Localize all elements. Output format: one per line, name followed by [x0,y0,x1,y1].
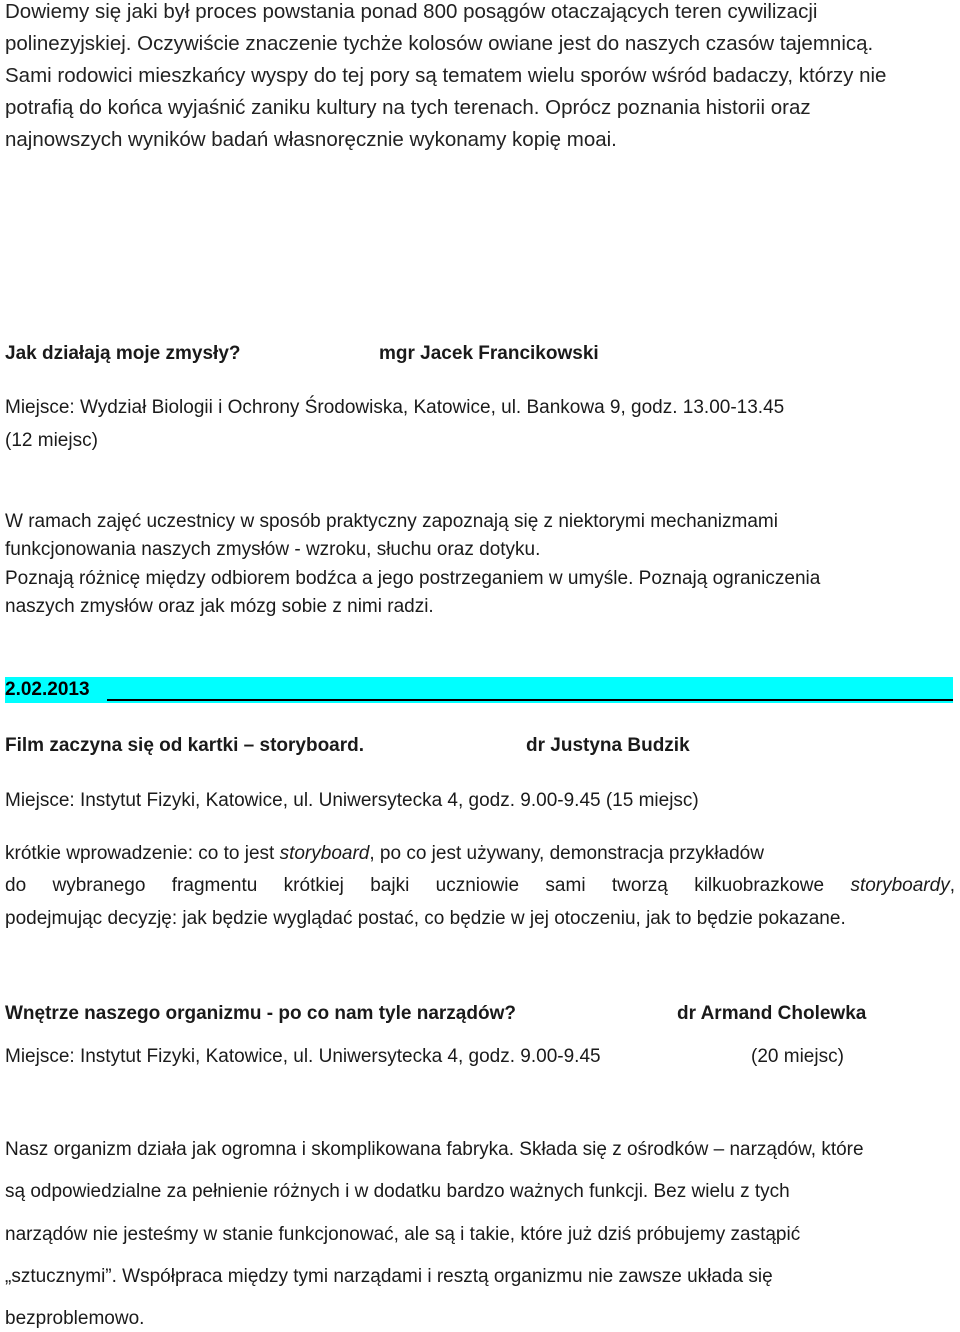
date-header-highlight [5,677,953,703]
workshop2-desc-line-1-b: , po co jest używany, demonstracja przykładów [369,843,764,864]
intro-line-4: potrafią do końca wyjaśnić zaniku kultury na tych terenach. Oprócz poznania historii oraz [5,96,811,119]
workshop1-seats: (12 miejsc) [5,430,98,451]
workshop2-desc-line-2 [5,875,955,897]
workshop2-instructor: dr Justyna Budzik [526,735,690,756]
workshop1-desc-line-1: W ramach zajęć uczestnicy w sposób praktyczny zapoznają się z niektorymi mechanizmami [5,511,778,532]
workshop2-place: Miejsce: Instytut Fizyki, Katowice, ul. Uniwersytecka 4, godz. 9.00-9.45 (15 miejsc) [5,790,699,811]
intro-line-5: najnowszych wyników badań własnoręcznie wykonamy kopię moai. [5,128,617,151]
workshop3-place: Miejsce: Instytut Fizyki, Katowice, ul. Uniwersytecka 4, godz. 9.00-9.45 [5,1046,601,1067]
workshop2-desc-line-2-b: , [949,875,955,896]
workshop2-desc-storyboard: storyboard [279,843,370,864]
workshop1-place: Miejsce: Wydział Biologii i Ochrony Środowiska, Katowice, ul. Bankowa 9, godz. 13.00-13.45 [5,397,785,418]
workshop1-desc-line-2: funkcjonowania naszych zmysłów - wzroku, słuchu oraz dotyku. [5,539,541,560]
date-header: 2.02.2013 [5,679,90,700]
workshop3-instructor: dr Armand Cholewka [677,1003,867,1024]
workshop2-desc-storyboardy: storyboardy [850,875,950,896]
workshop3-desc-line-2: są odpowiedzialne za pełnienie różnych i w dodatku bardzo ważnych funkcji. Bez wielu z tych [5,1181,790,1202]
workshop2-desc-line-1 [5,843,764,865]
workshop3-desc-line-1: Nasz organizm działa jak ogromna i skomplikowana fabryka. Składa się z ośrodków – narządów, które [5,1139,864,1160]
workshop2-desc-line-3: podejmując decyzję: jak będzie wyglądać postać, co będzie w jej otoczeniu, jak to będzie pokazane. [5,908,846,929]
workshop1-title: Jak działają moje zmysły? [5,343,241,364]
date-header-underline [107,699,953,701]
workshop3-title: Wnętrze naszego organizmu - po co nam tyle narządów? [5,1003,516,1024]
workshop1-instructor: mgr Jacek Francikowski [379,343,599,364]
intro-line-1: Dowiemy się jaki był proces powstania ponad 800 posągów otaczających teren cywilizacji [5,0,818,23]
intro-line-2: polinezyjskiej. Oczywiście znaczenie tychże kolosów owiane jest do naszych czasów tajemnicą. [5,32,874,55]
workshop2-desc-line-2-a: do wybranego fragmentu krótkiej bajki uczniowie sami tworzą kilkuobrazkowe [5,875,851,896]
workshop2-desc-line-1-a: krótkie wprowadzenie: co to jest [5,843,280,864]
intro-line-3: Sami rodowici mieszkańcy wyspy do tej pory są tematem wielu sporów wśród badaczy, którzy nie [5,64,887,87]
workshop3-desc-line-3: narządów nie jesteśmy w stanie funkcjonować, ale są i takie, które już dziś próbujemy zastąpić [5,1224,801,1245]
workshop2-title: Film zaczyna się od kartki – storyboard. [5,735,365,756]
workshop3-desc-line-5: bezproblemowo. [5,1308,145,1329]
workshop1-desc-line-3: Poznają różnicę między odbiorem bodźca a jego postrzeganiem w umyśle. Poznają ograniczenia [5,568,821,589]
workshop1-desc-line-4: naszych zmysłów oraz jak mózg sobie z nimi radzi. [5,596,434,617]
workshop3-desc-line-4: „sztucznymi”. Współpraca między tymi narządami i resztą organizmu nie zawsze układa się [5,1266,773,1287]
workshop3-seats: (20 miejsc) [751,1046,844,1067]
